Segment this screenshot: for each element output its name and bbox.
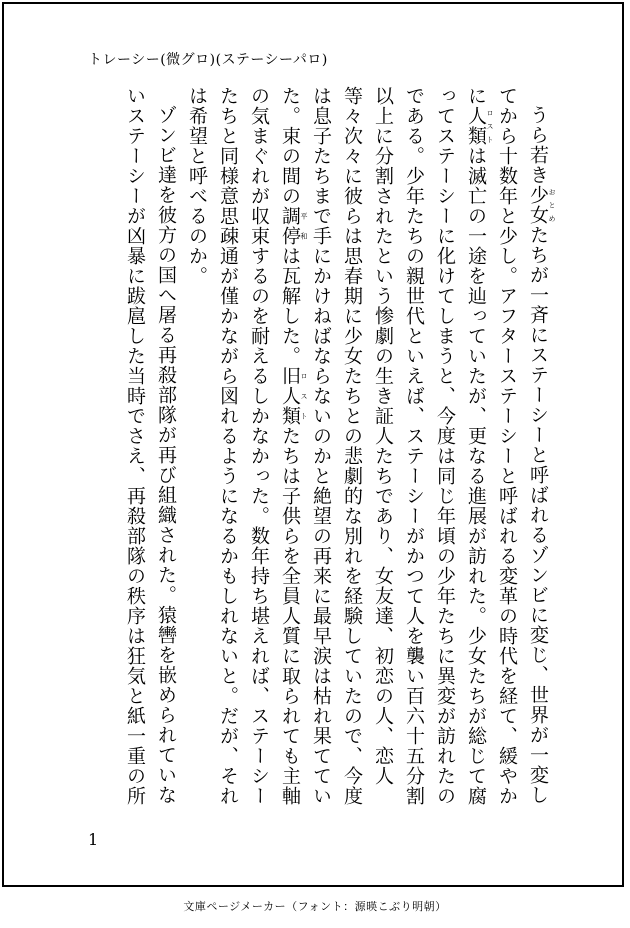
ruby-base: 調停 (279, 206, 301, 246)
paragraph-1 (181, 86, 556, 821)
ruby-lost (465, 106, 494, 146)
paragraph-2: ゾンビ達を彼方の国へ屠る再殺部隊が再び組織された。猿轡を嵌められていないステーシーが凶暴に跋扈した当時でさえ、再殺部隊の秩序は狂気と紙一重の所 (124, 86, 177, 806)
ruby-base: 少女 (527, 185, 549, 225)
page-frame (2, 2, 624, 887)
text-run: うら若き (527, 105, 549, 185)
ruby-reading: ロスト (300, 366, 308, 426)
text-run: たちは子供らを全員人質に取られても主軸の気まぐれが収束するのを耐えるしかなかった。数年持ち堪えれば、ステーシーたちと同様意思疎通が僅かながら図れるようになるかもしれないと。だが、それは希望と呼べるのか。 (186, 86, 301, 806)
text-run: は瓦解した。 (279, 246, 301, 366)
ruby-reading: おとめ (548, 185, 556, 225)
running-header: トレーシー(微グロ)(ステーシーパロ) (88, 52, 328, 68)
footer-credit: 文庫ページメーカー（フォント：源暎こぶり明朝） (183, 900, 447, 913)
text-run: は滅亡の一途を辿っていたが、更なる進展が訪れた。少女たちが総じて腐ってステーシーに化けてしまうと、今度は同じ年頃の少年たちに異変が訪れたのである。少年たちの親世代といえば、ステーシーがかつて人を襲い百六十五分割以上に分割されたという惨劇の生き証人たちであり、女友達、初恋の人、恋人等々次々に彼らは思春期に少女たちとの悲劇的な別れを経験していたので、今度は息子たちまで手にかけねばならないのかと絶望の再来に最早涙は枯れ果てていた。束の間の (279, 86, 487, 806)
ruby-heiwa (279, 206, 308, 246)
text-run: たちが一斉にステーシーと呼ばれるゾンビに変じ、世界が一変してから十数年と少し。アフターステーシーと呼ばれる変革の時代を経て、緩やかに (465, 86, 549, 806)
ruby-base: 人類 (465, 106, 487, 146)
ruby-base: 旧人類 (279, 366, 301, 426)
body-text (86, 86, 556, 821)
page-number: 1 (88, 830, 99, 849)
ruby-reading: 平和 (300, 206, 308, 246)
ruby-otome (527, 185, 556, 225)
ruby-lost-2 (279, 366, 308, 426)
ruby-reading: ロスト (486, 106, 494, 146)
